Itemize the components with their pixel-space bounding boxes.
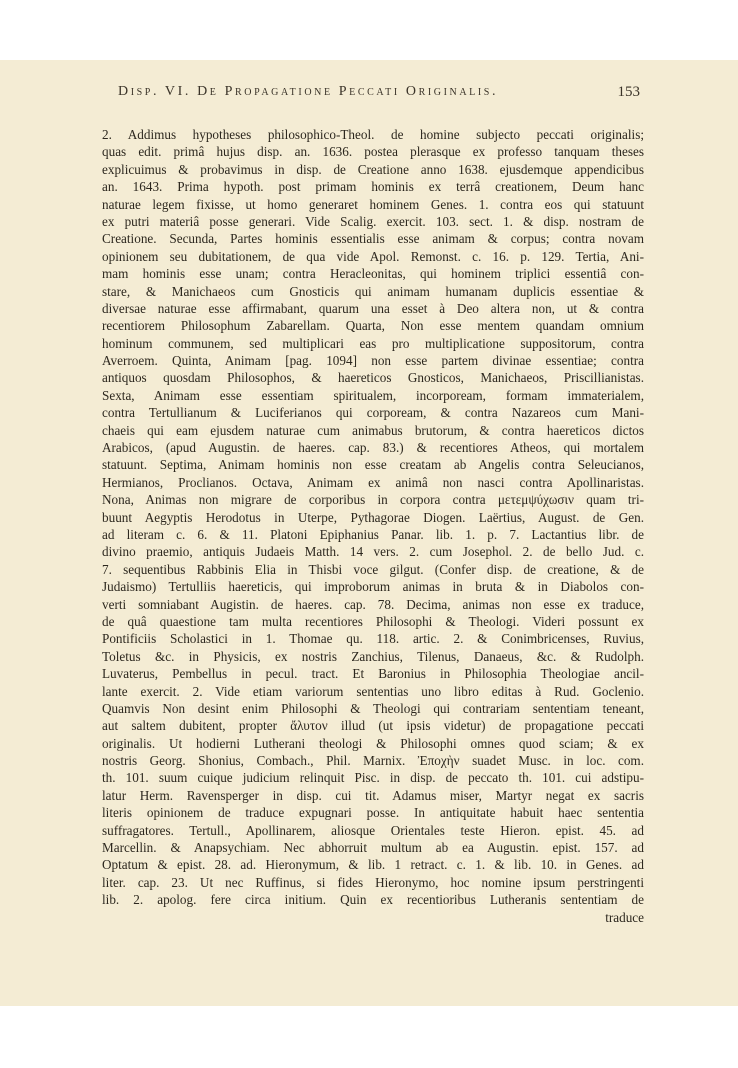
- text-line: opinionem seu dubitationem, de qua vide Apol. Remonst. c. 16. p. 129. Tertia, Ani-: [102, 248, 644, 264]
- text-line: Hermianos, Proclianos. Octava, Animam ex animâ non nasci contra Apollinaristas.: [102, 474, 644, 490]
- text-line: antiquos quosdam Philosophos, & haereticos Gnosticos, Manichaeos, Priscillianistas.: [102, 370, 644, 386]
- bottom-margin: [0, 1006, 738, 1068]
- text-line: verti somniabant Augistin. de haeres. cap. 78. Decima, animas non esse ex traduce,: [102, 596, 644, 612]
- text-line: Marcellin. & Anapsychiam. Nec abhorruit multum ab ea Augustin. epist. 157. ad: [102, 840, 644, 856]
- text-line: contra Tertullianum & Luciferianos qui corpoream, & contra Nazareos cum Mani-: [102, 405, 644, 421]
- book-page: [0, 60, 738, 1006]
- text-line: Averroem. Quinta, Animam [pag. 1094] non esse partem divinae essentiae; contra: [102, 353, 644, 369]
- text-line: Judaismo) Tertulliis haereticis, qui improborum animas in bruta & in Diabolos con-: [102, 579, 644, 595]
- text-line: Quamvis Non desint enim Philosophi & Theologi qui contrariam sententiam teneant,: [102, 700, 644, 716]
- text-line: ex putri materiâ posse generari. Vide Scalig. exercit. 103. sect. 1. & disp. nostram de: [102, 213, 644, 229]
- text-line: Optatum & epist. 28. ad. Hieronymum, & lib. 1 retract. c. 1. & lib. 10. in Genes. ad: [102, 857, 644, 873]
- page-number: 153: [617, 84, 640, 100]
- text-line: Toletus &c. in Physicis, ex nostris Zanchius, Tilenus, Danaeus, &c. & Rudolph.: [102, 648, 644, 664]
- text-line: chaeis qui eam ejusdem naturae cum animabus brutorum, & contra haereticos dictos: [102, 422, 644, 438]
- text-line: an. 1643. Prima hypoth. post primam hominis ex terrâ creationem, Deum hanc: [102, 179, 644, 195]
- text-line: statuunt. Septima, Animam hominis non esse creatam ab Angelis contra Seleucianos,: [102, 457, 644, 473]
- text-line: stare, & Manichaeos cum Gnosticis qui animam humanam duplicis essentiae &: [102, 283, 644, 299]
- text-line: th. 101. suum cuique judicium relinquit Pisc. in disp. de peccato th. 101. cui adstipu-: [102, 770, 644, 786]
- text-line: ad literam c. 6. & 11. Platoni Epiphanius Panar. lib. 1. p. 7. Lactantius libr. de: [102, 526, 644, 542]
- text-line: recentiorem Philosophum Zabarellam. Quarta, Non esse mentem quandam omnium: [102, 318, 644, 334]
- text-line: lante exercit. 2. Vide etiam variorum sententias uno libro editas à Rud. Goclenio.: [102, 683, 644, 699]
- text-line: Sexta, Animam esse essentiam spiritualem, incorpoream, formam immaterialem,: [102, 387, 644, 403]
- text-line: Arabicos, (apud Augustin. de haeres. cap. 83.) & recentiores Atheos, qui mortalem: [102, 440, 644, 456]
- body-text: [102, 126, 644, 986]
- text-line: Pontificiis Scholastici in 1. Thomae qu. 118. artic. 2. & Conimbricenses, Ruvius,: [102, 631, 644, 647]
- text-line: latur Herm. Ravensperger in disp. cui tit. Adamus miser, Martyr negat ex sacris: [102, 787, 644, 803]
- text-line: de quâ quaestione tam multa recentiores Philosophi & Theologi. Videri possunt ex: [102, 613, 644, 629]
- text-line: naturae legem fixisse, ut homo generaret hominem Genes. 1. contra eos qui statuunt: [102, 196, 644, 212]
- text-line: 7. sequentibus Rabbinis Elia in Thisbi voce gilgut. (Confer disp. de creatione, & de: [102, 561, 644, 577]
- text-line: lib. 2. apolog. fere circa initium. Quin ex recentioribus Lutheranis sententiam de: [102, 892, 644, 908]
- text-line: quas edit. primâ hujus disp. an. 1636. postea plerasque ex professo tanquam theses: [102, 144, 644, 160]
- text-line: explicuimus & probavimus in disp. de Creatione anno 1638. ejusdemque appendicibus: [102, 161, 644, 177]
- text-line: nostris Georg. Shonius, Combach., Phil. Marnix. Ἐποχὴν suadet Musc. in loc. com.: [102, 753, 644, 769]
- text-line: Creatione. Secunda, Partes hominis essentialis esse animam & corpus; contra novam: [102, 231, 644, 247]
- text-line: suffragatores. Tertull., Apollinarem, aliosque Orientales teste Hieron. epist. 45. ad: [102, 822, 644, 838]
- text-line: traduce: [605, 909, 644, 925]
- text-line: aut saltem dubitent, propter ἄλυτον illud (ut ipsis videtur) de propagatione peccati: [102, 718, 644, 734]
- text-line: literis opinionem de traduce expugnari posse. In antiquitate habuit haec sententia: [102, 805, 644, 821]
- text-line: Luvaterus, Pembellus in pecul. tract. Et Baronius in Philosophia Theologiae ancil-: [102, 666, 644, 682]
- text-line: buunt Aegyptis Herodotus in Uterpe, Pythagorae Diogen. Laërtius, August. de Gen.: [102, 509, 644, 525]
- text-line: hominum communem, sed multiplicari eas pro multiplicatione suppositorum, contra: [102, 335, 644, 351]
- running-header: [98, 84, 640, 106]
- text-line: liter. cap. 23. Ut nec Ruffinus, si fides Hieronymo, hoc nomine ipsum perstringenti: [102, 874, 644, 890]
- text-line: diversae naturae esse affirmabant, quarum una esset à Deo altera non, ut & contra: [102, 300, 644, 316]
- text-line: divino praemio, antiquis Judaeis Matth. 14 vers. 2. cum Josephol. 2. de bello Jud. c.: [102, 544, 644, 560]
- text-line: originalis. Ut hodierni Lutherani theologi & Philosophi omnes quod sciam; & ex: [102, 735, 644, 751]
- text-line: mam hominis esse unam; contra Heracleonitas, qui hominem triplici essentiâ con-: [102, 266, 644, 282]
- running-title: Disp. VI. De Propagatione Peccati Originalis.: [118, 84, 499, 99]
- top-margin: [0, 0, 738, 60]
- text-line: Nona, Animas non migrare de corporibus in corpora contra μετεμψύχωσιν quam tri-: [102, 492, 644, 508]
- text-line: 2. Addimus hypotheses philosophico-Theol. de homine subjecto peccati originalis;: [102, 127, 644, 142]
